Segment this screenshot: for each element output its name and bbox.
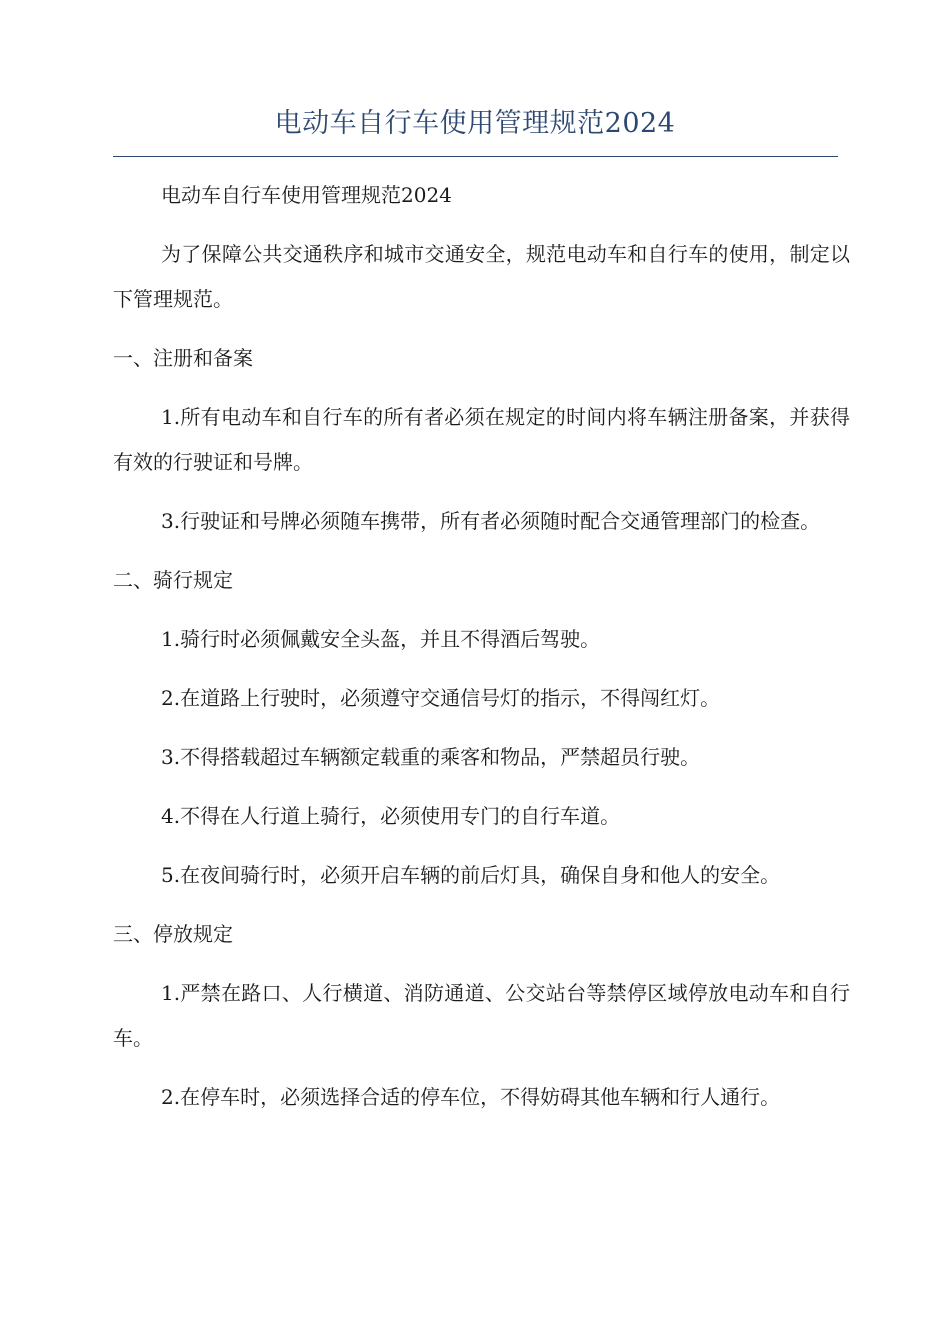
riding-item-4: 4.不得在人行道上骑行，必须使用专门的自行车道。 <box>161 804 621 828</box>
section-heading-riding: 二、骑行规定 <box>113 568 233 592</box>
riding-item-2: 2.在道路上行驶时，必须遵守交通信号灯的指示，不得闯红灯。 <box>161 686 721 710</box>
parking-item-1: 1.严禁在路口、人行横道、消防通道、公交站台等禁停区域停放电动车和自行车。 <box>113 981 850 1050</box>
riding-item-3: 3.不得搭载超过车辆额定载重的乘客和物品，严禁超员行驶。 <box>161 745 701 769</box>
body-heading-line: 电动车自行车使用管理规范2024 <box>161 183 452 207</box>
registration-item-1: 1.所有电动车和自行车的所有者必须在规定的时间内将车辆注册备案，并获得有效的行驶证和号牌。 <box>113 405 850 474</box>
document-body <box>113 173 850 1134</box>
title-divider <box>113 156 838 157</box>
registration-item-3: 3.行驶证和号牌必须随车携带，所有者必须随时配合交通管理部门的检查。 <box>161 509 821 533</box>
intro-paragraph: 为了保障公共交通秩序和城市交通安全，规范电动车和自行车的使用，制定以下管理规范。 <box>113 242 850 311</box>
riding-item-1: 1.骑行时必须佩戴安全头盔，并且不得酒后驾驶。 <box>161 627 601 651</box>
parking-item-2: 2.在停车时，必须选择合适的停车位，不得妨碍其他车辆和行人通行。 <box>161 1085 781 1109</box>
document-title: 电动车自行车使用管理规范2024 <box>274 108 676 139</box>
riding-item-5: 5.在夜间骑行时，必须开启车辆的前后灯具，确保自身和他人的安全。 <box>161 863 781 887</box>
section-heading-registration: 一、注册和备案 <box>113 346 253 370</box>
section-heading-parking: 三、停放规定 <box>113 922 233 946</box>
